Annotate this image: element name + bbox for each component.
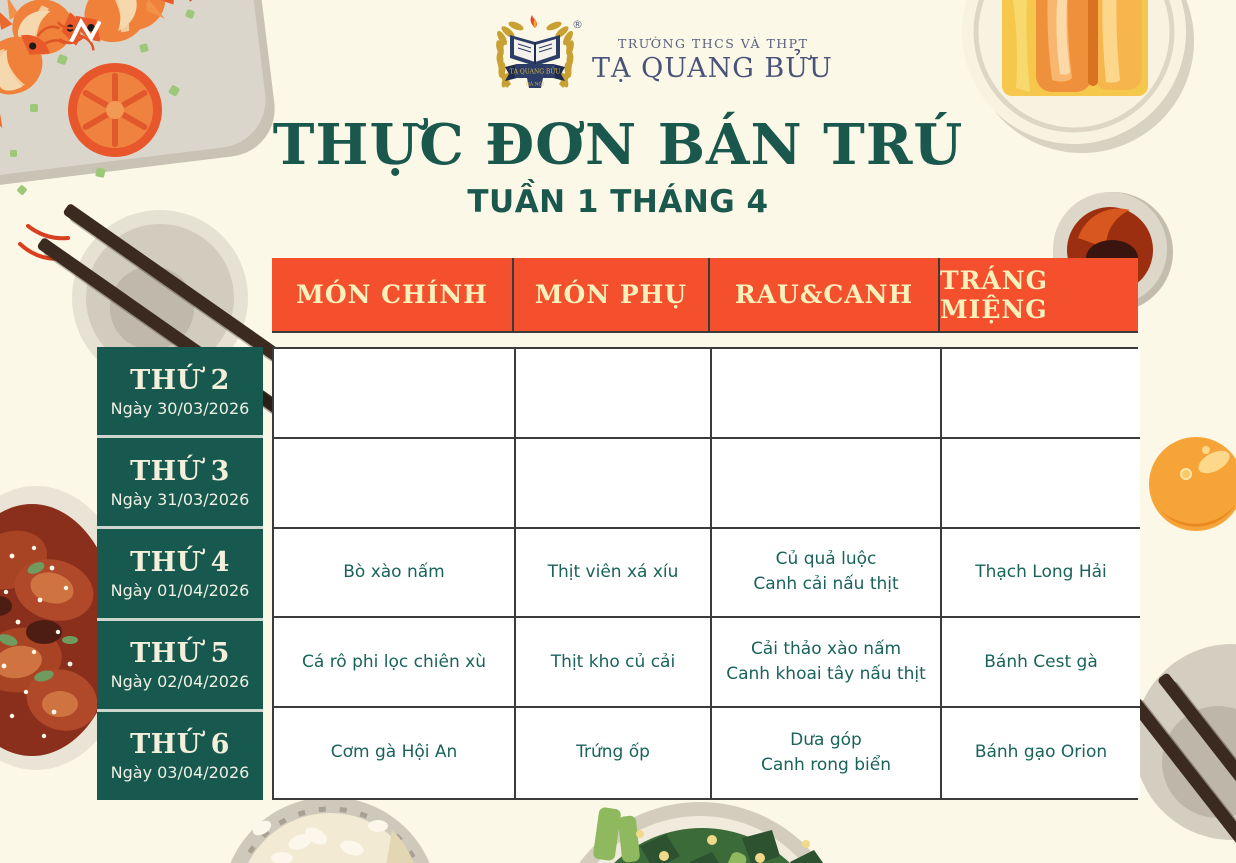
menu-item: Thạch Long Hải xyxy=(975,561,1107,582)
menu-cell xyxy=(942,529,1140,619)
school-type-label: TRƯỜNG THCS VÀ THPT xyxy=(618,36,809,51)
day-date: Ngày 30/03/2026 xyxy=(110,398,250,418)
menu-item: Bánh gạo Orion xyxy=(974,742,1108,763)
menu-body xyxy=(272,347,1138,800)
page-subtitle: TUẦN 1 THÁNG 4 xyxy=(467,184,769,220)
menu-cell xyxy=(712,618,942,708)
day-row-header xyxy=(97,712,263,800)
day-row-header xyxy=(97,621,263,712)
logo-banner-text: TẠ QUANG BỬU xyxy=(509,68,561,76)
menu-item: Dưa góp xyxy=(790,729,862,750)
menu-cell xyxy=(942,349,1140,439)
column-header-side-dish: MÓN PHỤ xyxy=(514,258,710,333)
day-label: THỨ 5 xyxy=(130,638,230,670)
day-row-header xyxy=(97,438,263,529)
column-header-row xyxy=(272,258,1138,333)
menu-item: Bò xào nấm xyxy=(343,561,445,582)
menu-cell xyxy=(516,349,712,439)
column-header-veg-soup: RAU&CANH xyxy=(710,258,940,333)
menu-cell xyxy=(274,349,516,439)
day-column xyxy=(97,347,263,800)
day-label: THỨ 4 xyxy=(130,547,230,578)
day-date: Ngày 01/04/2026 xyxy=(110,581,250,600)
menu-item: Thịt viên xá xíu xyxy=(547,561,679,582)
menu-cell xyxy=(274,618,516,708)
menu-cell xyxy=(516,439,712,529)
day-date: Ngày 02/04/2026 xyxy=(110,672,250,692)
day-date: Ngày 03/04/2026 xyxy=(110,763,250,783)
menu-item: Cá rô phi lọc chiên xù xyxy=(302,651,486,672)
page-title: THỰC ĐƠN BÁN TRÚ xyxy=(272,112,964,178)
menu-cell xyxy=(942,618,1140,708)
school-logo xyxy=(493,12,577,102)
menu-cell xyxy=(942,708,1140,798)
menu-cell xyxy=(274,439,516,529)
menu-cell xyxy=(712,439,942,529)
menu-item: Cơm gà Hội An xyxy=(330,742,458,763)
day-date: Ngày 31/03/2026 xyxy=(110,489,250,509)
day-label: THỨ 6 xyxy=(130,729,230,761)
menu-item: Canh cải nấu thịt xyxy=(753,574,899,595)
day-label: THỨ 3 xyxy=(130,455,230,487)
menu-item: Bánh Cest gà xyxy=(984,651,1098,672)
menu-item: Củ quả luộc xyxy=(775,548,877,569)
menu-item: Trứng ốp xyxy=(576,742,650,763)
day-label: THỨ 2 xyxy=(130,364,230,396)
menu-cell xyxy=(712,529,942,619)
column-header-main-dish: MÓN CHÍNH xyxy=(272,258,514,333)
school-name-label: TẠ QUANG BỬU xyxy=(592,53,833,84)
menu-item: Thịt kho củ cải xyxy=(550,651,676,672)
menu-cell xyxy=(516,708,712,798)
menu-cell xyxy=(942,439,1140,529)
day-row-header xyxy=(97,347,263,438)
registered-mark: ® xyxy=(572,18,583,31)
menu-item: Canh rong biển xyxy=(761,755,891,776)
menu-cell xyxy=(274,529,516,619)
menu-item: Canh khoai tây nấu thịt xyxy=(726,664,926,685)
menu-cell xyxy=(274,708,516,798)
menu-cell xyxy=(712,708,942,798)
school-name-block xyxy=(592,36,833,84)
rice-bowl-illustration xyxy=(222,797,438,863)
menu-cell xyxy=(712,349,942,439)
day-row-header xyxy=(97,529,263,620)
menu-cell xyxy=(516,529,712,619)
greens-plate-illustration xyxy=(550,802,850,863)
orange-fruit-illustration xyxy=(1149,437,1236,531)
logo-banner-subtext: HÀ NỘI xyxy=(525,82,545,88)
menu-cell xyxy=(516,618,712,708)
column-header-dessert: TRÁNG MIỆNG xyxy=(940,258,1138,333)
menu-item: Cải thảo xào nấm xyxy=(750,638,902,659)
